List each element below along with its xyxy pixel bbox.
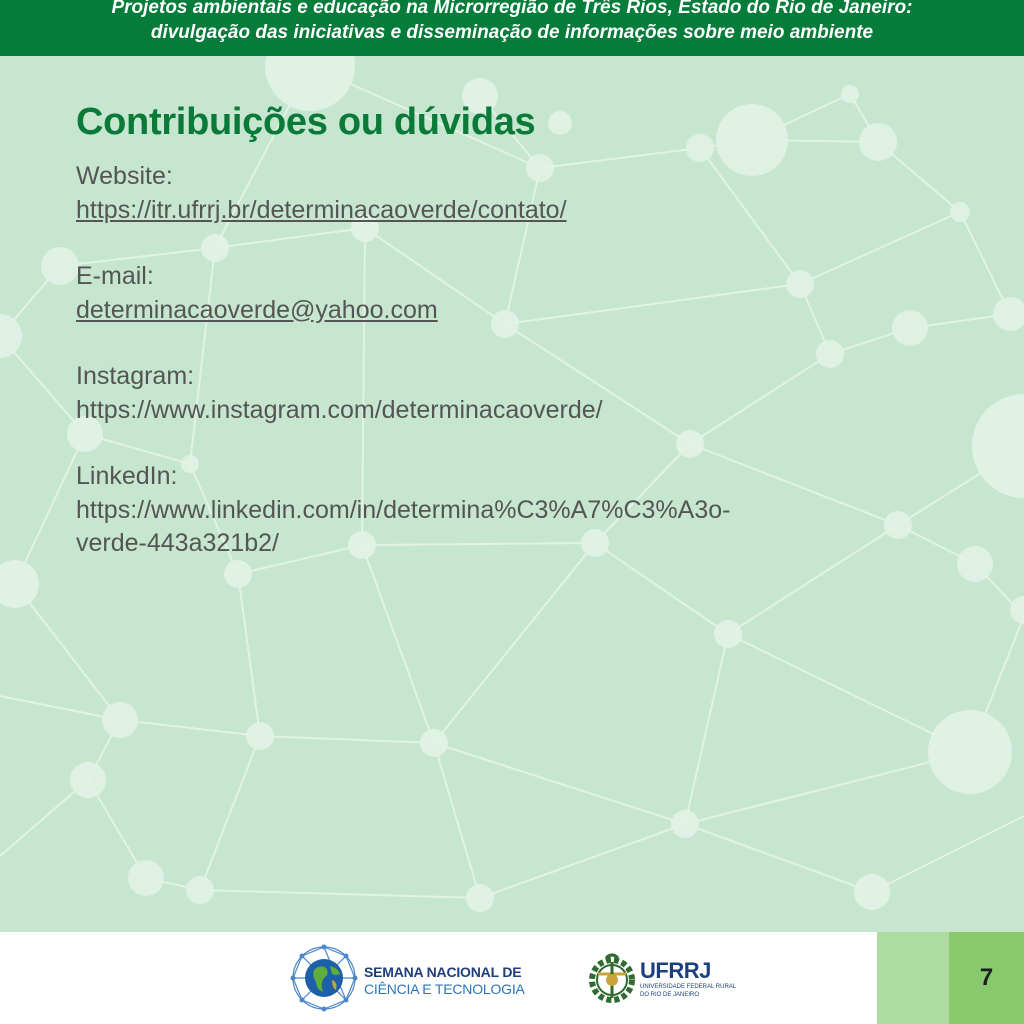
website-link[interactable]: https://itr.ufrrj.br/determinacaoverde/contato/ [76,195,567,224]
ufrrj-subtitle-line-1: UNIVERSIDADE FEDERAL RURAL [640,984,737,990]
website-label: Website: [76,162,173,190]
snct-globe-icon [290,944,358,1012]
footer-stripe-light [877,932,949,1024]
main-content [76,96,936,561]
snct-title-line-2: CIÊNCIA E TECNOLOGIA [364,981,525,997]
document-footer [0,932,1024,1024]
linkedin-label: LinkedIn: [76,462,178,490]
contact-linkedin [76,460,936,561]
email-label: E-mail: [76,262,154,290]
ufrrj-subtitle-line-2: DO RIO DE JANEIRO [640,992,700,998]
header-line-1: Projetos ambientais e educação na Microrregião de Três Rios, Estado do Rio de Janeiro: [111,0,913,18]
ufrrj-gear-icon [588,952,640,1006]
page-number: 7 [979,964,994,991]
page-title: Contribuições ou dúvidas [76,101,536,143]
instagram-url: https://www.instagram.com/determinacaoverde/ [76,395,603,424]
contact-instagram [76,360,936,427]
ufrrj-name: UFRRJ [640,958,711,983]
header-line-2: divulgação das iniciativas e disseminação de informações sobre meio ambiente [150,22,874,43]
document-header [0,0,1024,56]
email-link[interactable]: determinacaoverde@yahoo.com [76,295,438,324]
snct-title-line-1: SEMANA NACIONAL DE [364,964,522,980]
linkedin-url-line-1: https://www.linkedin.com/in/determina%C3%A7%C3%A3o- [76,495,731,524]
instagram-label: Instagram: [76,362,195,390]
snct-logo [290,944,540,1012]
ufrrj-logo [588,952,748,1010]
linkedin-url-line-2: verde-443a321b2/ [76,529,279,557]
contact-email [76,260,936,327]
contact-website [76,160,936,227]
